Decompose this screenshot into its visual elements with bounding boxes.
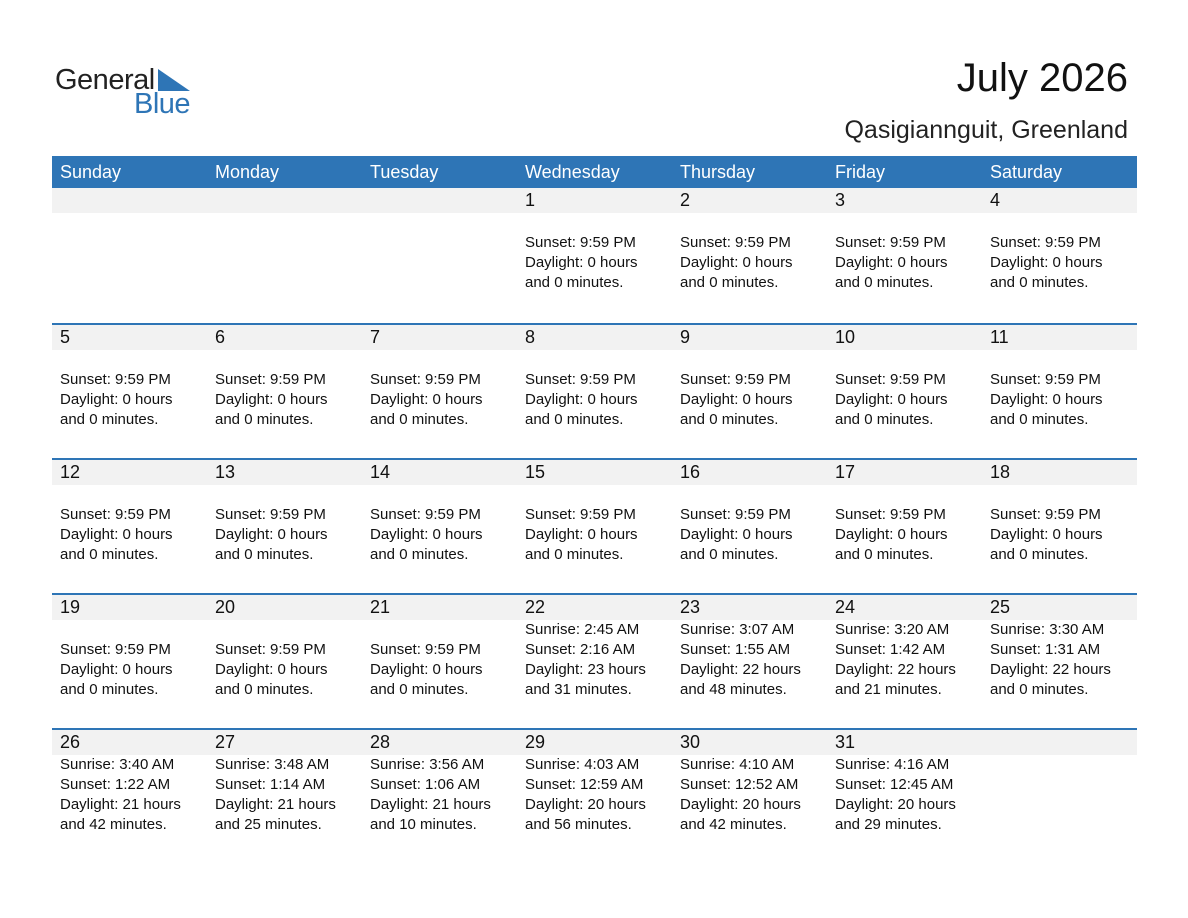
day-detail-line: Sunset: 9:59 PM xyxy=(990,506,1101,523)
week-row xyxy=(52,323,1137,458)
day-detail-line: and 0 minutes. xyxy=(60,411,159,428)
day-detail-line: Sunset: 9:59 PM xyxy=(525,506,636,523)
day-detail-line: Sunset: 12:45 AM xyxy=(835,776,954,793)
day-details xyxy=(207,620,362,700)
day-detail-line: Sunset: 9:59 PM xyxy=(60,371,171,388)
day-detail-line xyxy=(525,350,672,370)
calendar-grid xyxy=(52,156,1137,863)
day-detail-line: and 0 minutes. xyxy=(680,546,779,563)
day-detail-line: Sunrise: 2:45 AM xyxy=(525,621,640,638)
day-cell xyxy=(362,595,517,728)
day-detail-line xyxy=(215,620,362,640)
day-detail-line: and 0 minutes. xyxy=(525,274,624,291)
week-row xyxy=(52,458,1137,593)
day-detail-line: and 42 minutes. xyxy=(680,816,787,833)
day-detail-line: Sunrise: 4:16 AM xyxy=(835,756,950,773)
day-cell xyxy=(52,595,207,728)
day-cell xyxy=(52,730,207,863)
day-detail-line: and 0 minutes. xyxy=(990,681,1089,698)
day-cell xyxy=(207,460,362,593)
day-detail-line xyxy=(990,213,1137,233)
day-detail-line: and 0 minutes. xyxy=(525,411,624,428)
day-detail-line: Daylight: 0 hours xyxy=(525,254,638,271)
day-detail-line: Daylight: 0 hours xyxy=(525,526,638,543)
day-detail-line: Sunset: 1:42 AM xyxy=(835,641,946,658)
day-details xyxy=(672,213,827,293)
day-number: 11 xyxy=(982,325,1137,350)
day-details xyxy=(517,350,672,430)
day-detail-line: Daylight: 0 hours xyxy=(215,526,328,543)
day-details xyxy=(207,350,362,430)
day-number xyxy=(982,730,1137,755)
day-number: 20 xyxy=(207,595,362,620)
day-detail-line: Daylight: 0 hours xyxy=(370,526,483,543)
day-cell xyxy=(362,460,517,593)
week-row xyxy=(52,593,1137,728)
day-details xyxy=(362,620,517,700)
day-details xyxy=(827,620,982,700)
day-details xyxy=(52,755,207,835)
weekday-header-tuesday: Tuesday xyxy=(370,162,439,182)
day-detail-line: and 0 minutes. xyxy=(835,411,934,428)
day-detail-line xyxy=(835,213,982,233)
day-number: 30 xyxy=(672,730,827,755)
day-detail-line: Sunrise: 4:10 AM xyxy=(680,756,795,773)
day-detail-line: and 0 minutes. xyxy=(370,411,469,428)
day-detail-line: Sunset: 9:59 PM xyxy=(525,234,636,251)
day-detail-line: Sunset: 12:59 AM xyxy=(525,776,644,793)
day-cell xyxy=(517,595,672,728)
day-cell xyxy=(52,460,207,593)
day-cell xyxy=(362,325,517,458)
day-detail-line xyxy=(60,620,207,640)
brand-logo xyxy=(55,64,195,120)
day-detail-line: Sunrise: 3:30 AM xyxy=(990,621,1105,638)
day-detail-line: Daylight: 21 hours xyxy=(370,796,491,813)
day-detail-line: Daylight: 20 hours xyxy=(680,796,801,813)
day-details xyxy=(672,485,827,565)
day-details xyxy=(672,350,827,430)
day-details xyxy=(362,755,517,835)
day-number: 29 xyxy=(517,730,672,755)
day-detail-line: Sunset: 9:59 PM xyxy=(835,506,946,523)
day-number xyxy=(52,188,207,213)
day-cell xyxy=(827,188,982,323)
day-number: 3 xyxy=(827,188,982,213)
day-details xyxy=(517,620,672,700)
day-detail-line: Daylight: 0 hours xyxy=(835,391,948,408)
day-details xyxy=(362,485,517,565)
day-detail-line: Sunset: 9:59 PM xyxy=(370,506,481,523)
day-details xyxy=(827,485,982,565)
day-number: 26 xyxy=(52,730,207,755)
day-number: 6 xyxy=(207,325,362,350)
week-row xyxy=(52,728,1137,863)
day-detail-line: and 0 minutes. xyxy=(990,411,1089,428)
day-detail-line: Sunset: 1:55 AM xyxy=(680,641,791,658)
weekday-header-sunday: Sunday xyxy=(60,162,122,182)
day-detail-line: and 0 minutes. xyxy=(215,546,314,563)
day-detail-line: Sunrise: 3:20 AM xyxy=(835,621,950,638)
day-detail-line: Sunset: 9:59 PM xyxy=(215,641,326,658)
day-detail-line: Sunset: 9:59 PM xyxy=(990,371,1101,388)
day-details xyxy=(517,755,672,835)
day-details xyxy=(982,620,1137,700)
day-detail-line: Sunset: 1:31 AM xyxy=(990,641,1101,658)
day-detail-line xyxy=(835,485,982,505)
day-detail-line: Daylight: 21 hours xyxy=(60,796,181,813)
logo-blue-text: Blue xyxy=(134,88,191,120)
day-number xyxy=(362,188,517,213)
page-title: July 2026 xyxy=(956,56,1128,100)
day-detail-line xyxy=(370,350,517,370)
weekday-header-thursday: Thursday xyxy=(680,162,756,182)
day-detail-line: Daylight: 0 hours xyxy=(680,391,793,408)
day-detail-line: Sunset: 9:59 PM xyxy=(215,506,326,523)
day-cell xyxy=(827,460,982,593)
day-detail-line: Daylight: 0 hours xyxy=(215,391,328,408)
day-details xyxy=(827,755,982,835)
day-number: 1 xyxy=(517,188,672,213)
day-number: 14 xyxy=(362,460,517,485)
day-detail-line: and 0 minutes. xyxy=(990,274,1089,291)
day-details xyxy=(672,620,827,700)
day-details xyxy=(982,213,1137,293)
day-number: 16 xyxy=(672,460,827,485)
day-details xyxy=(982,485,1137,565)
day-number: 22 xyxy=(517,595,672,620)
day-cell xyxy=(517,460,672,593)
day-detail-line: Sunset: 9:59 PM xyxy=(680,371,791,388)
day-cell xyxy=(207,730,362,863)
location-subtitle: Qasigiannguit, Greenland xyxy=(844,116,1128,144)
day-details xyxy=(672,755,827,835)
weekday-header-wednesday: Wednesday xyxy=(525,162,620,182)
day-detail-line: Daylight: 0 hours xyxy=(370,661,483,678)
day-detail-line: Sunset: 9:59 PM xyxy=(680,234,791,251)
day-detail-line xyxy=(680,350,827,370)
day-cell xyxy=(207,325,362,458)
day-detail-line: Daylight: 0 hours xyxy=(60,526,173,543)
day-detail-line: Sunrise: 4:03 AM xyxy=(525,756,640,773)
day-detail-line: Sunset: 9:59 PM xyxy=(525,371,636,388)
day-cell xyxy=(672,730,827,863)
day-cell xyxy=(827,595,982,728)
day-number: 31 xyxy=(827,730,982,755)
day-detail-line: Daylight: 0 hours xyxy=(835,526,948,543)
day-detail-line: Sunset: 1:14 AM xyxy=(215,776,326,793)
day-detail-line xyxy=(370,485,517,505)
day-detail-line: and 0 minutes. xyxy=(215,411,314,428)
day-details xyxy=(52,485,207,565)
day-detail-line: and 29 minutes. xyxy=(835,816,942,833)
day-detail-line: and 0 minutes. xyxy=(835,274,934,291)
day-detail-line xyxy=(370,620,517,640)
day-detail-line: Daylight: 22 hours xyxy=(835,661,956,678)
day-detail-line xyxy=(215,485,362,505)
day-cell xyxy=(982,325,1137,458)
day-detail-line: and 0 minutes. xyxy=(370,681,469,698)
day-detail-line xyxy=(680,485,827,505)
day-details xyxy=(827,213,982,293)
empty-day-cell xyxy=(362,188,517,323)
weekday-header-friday: Friday xyxy=(835,162,886,182)
day-detail-line: and 21 minutes. xyxy=(835,681,942,698)
day-details xyxy=(827,350,982,430)
day-cell xyxy=(517,325,672,458)
weekday-header-monday: Monday xyxy=(215,162,280,182)
day-detail-line: Sunrise: 3:56 AM xyxy=(370,756,485,773)
day-details xyxy=(207,485,362,565)
day-detail-line: Daylight: 0 hours xyxy=(835,254,948,271)
empty-day-cell xyxy=(52,188,207,323)
day-number: 12 xyxy=(52,460,207,485)
day-detail-line: Sunrise: 3:48 AM xyxy=(215,756,330,773)
day-details xyxy=(982,350,1137,430)
day-number xyxy=(207,188,362,213)
day-detail-line: Sunset: 1:06 AM xyxy=(370,776,481,793)
day-detail-line: Daylight: 0 hours xyxy=(990,391,1103,408)
day-detail-line: Daylight: 0 hours xyxy=(60,391,173,408)
day-number: 8 xyxy=(517,325,672,350)
day-detail-line xyxy=(835,350,982,370)
day-detail-line: and 0 minutes. xyxy=(525,546,624,563)
day-detail-line: Sunset: 9:59 PM xyxy=(370,371,481,388)
day-detail-line xyxy=(990,350,1137,370)
day-details xyxy=(52,350,207,430)
day-detail-line: Daylight: 0 hours xyxy=(990,254,1103,271)
day-detail-line: and 56 minutes. xyxy=(525,816,632,833)
day-detail-line: Daylight: 0 hours xyxy=(60,661,173,678)
day-details xyxy=(362,350,517,430)
day-number: 28 xyxy=(362,730,517,755)
day-cell xyxy=(672,595,827,728)
day-detail-line: Sunset: 9:59 PM xyxy=(835,371,946,388)
day-cell xyxy=(982,460,1137,593)
empty-day-cell xyxy=(982,730,1137,863)
day-detail-line: and 0 minutes. xyxy=(60,681,159,698)
day-number: 4 xyxy=(982,188,1137,213)
day-detail-line: Daylight: 0 hours xyxy=(370,391,483,408)
calendar-weeks xyxy=(52,188,1137,863)
day-detail-line: Sunset: 2:16 AM xyxy=(525,641,636,658)
day-detail-line: and 0 minutes. xyxy=(680,274,779,291)
day-number: 10 xyxy=(827,325,982,350)
weekday-header-saturday: Saturday xyxy=(990,162,1063,182)
day-number: 15 xyxy=(517,460,672,485)
day-detail-line: Daylight: 0 hours xyxy=(215,661,328,678)
logo-general-text: General xyxy=(55,64,155,96)
day-detail-line xyxy=(525,213,672,233)
day-detail-line xyxy=(60,350,207,370)
empty-day-cell xyxy=(207,188,362,323)
day-cell xyxy=(982,188,1137,323)
day-detail-line: Daylight: 0 hours xyxy=(525,391,638,408)
day-detail-line: Daylight: 23 hours xyxy=(525,661,646,678)
day-cell xyxy=(672,325,827,458)
day-detail-line: and 0 minutes. xyxy=(990,546,1089,563)
day-detail-line: and 25 minutes. xyxy=(215,816,322,833)
day-number: 5 xyxy=(52,325,207,350)
day-cell xyxy=(982,595,1137,728)
day-number: 24 xyxy=(827,595,982,620)
day-number: 27 xyxy=(207,730,362,755)
day-detail-line: Sunset: 9:59 PM xyxy=(60,506,171,523)
day-cell xyxy=(827,730,982,863)
day-detail-line xyxy=(215,350,362,370)
day-detail-line: Sunrise: 3:07 AM xyxy=(680,621,795,638)
day-detail-line: Sunset: 12:52 AM xyxy=(680,776,799,793)
day-number: 23 xyxy=(672,595,827,620)
day-detail-line: Daylight: 20 hours xyxy=(525,796,646,813)
day-number: 9 xyxy=(672,325,827,350)
weekday-header-row xyxy=(52,156,1137,188)
day-number: 19 xyxy=(52,595,207,620)
day-number: 25 xyxy=(982,595,1137,620)
day-detail-line: Daylight: 22 hours xyxy=(990,661,1111,678)
day-number: 21 xyxy=(362,595,517,620)
day-number: 17 xyxy=(827,460,982,485)
day-number: 13 xyxy=(207,460,362,485)
day-detail-line: Sunset: 9:59 PM xyxy=(835,234,946,251)
day-detail-line: and 0 minutes. xyxy=(680,411,779,428)
day-detail-line: and 31 minutes. xyxy=(525,681,632,698)
week-row xyxy=(52,188,1137,323)
day-detail-line: Daylight: 22 hours xyxy=(680,661,801,678)
day-cell xyxy=(672,188,827,323)
day-detail-line: Sunset: 9:59 PM xyxy=(60,641,171,658)
day-detail-line: and 48 minutes. xyxy=(680,681,787,698)
day-detail-line: Sunset: 9:59 PM xyxy=(215,371,326,388)
day-details xyxy=(207,755,362,835)
day-number: 2 xyxy=(672,188,827,213)
day-cell xyxy=(52,325,207,458)
day-number: 18 xyxy=(982,460,1137,485)
day-detail-line: Daylight: 0 hours xyxy=(990,526,1103,543)
day-cell xyxy=(362,730,517,863)
day-detail-line: Sunset: 9:59 PM xyxy=(990,234,1101,251)
day-cell xyxy=(207,595,362,728)
day-number: 7 xyxy=(362,325,517,350)
day-detail-line xyxy=(990,485,1137,505)
day-details xyxy=(52,620,207,700)
day-detail-line: and 0 minutes. xyxy=(60,546,159,563)
day-detail-line: Daylight: 21 hours xyxy=(215,796,336,813)
day-detail-line xyxy=(680,213,827,233)
day-detail-line: and 0 minutes. xyxy=(215,681,314,698)
day-detail-line: and 42 minutes. xyxy=(60,816,167,833)
day-detail-line: Sunset: 9:59 PM xyxy=(680,506,791,523)
day-detail-line: and 10 minutes. xyxy=(370,816,477,833)
day-detail-line xyxy=(60,485,207,505)
day-detail-line: and 0 minutes. xyxy=(370,546,469,563)
day-detail-line: Sunset: 1:22 AM xyxy=(60,776,171,793)
day-details xyxy=(517,485,672,565)
day-cell xyxy=(517,188,672,323)
day-detail-line: Sunrise: 3:40 AM xyxy=(60,756,175,773)
day-detail-line xyxy=(525,485,672,505)
day-detail-line: Daylight: 0 hours xyxy=(680,254,793,271)
day-details xyxy=(517,213,672,293)
day-cell xyxy=(517,730,672,863)
day-detail-line: Sunset: 9:59 PM xyxy=(370,641,481,658)
day-detail-line: and 0 minutes. xyxy=(835,546,934,563)
day-detail-line: Daylight: 20 hours xyxy=(835,796,956,813)
day-cell xyxy=(672,460,827,593)
day-detail-line: Daylight: 0 hours xyxy=(680,526,793,543)
day-cell xyxy=(827,325,982,458)
